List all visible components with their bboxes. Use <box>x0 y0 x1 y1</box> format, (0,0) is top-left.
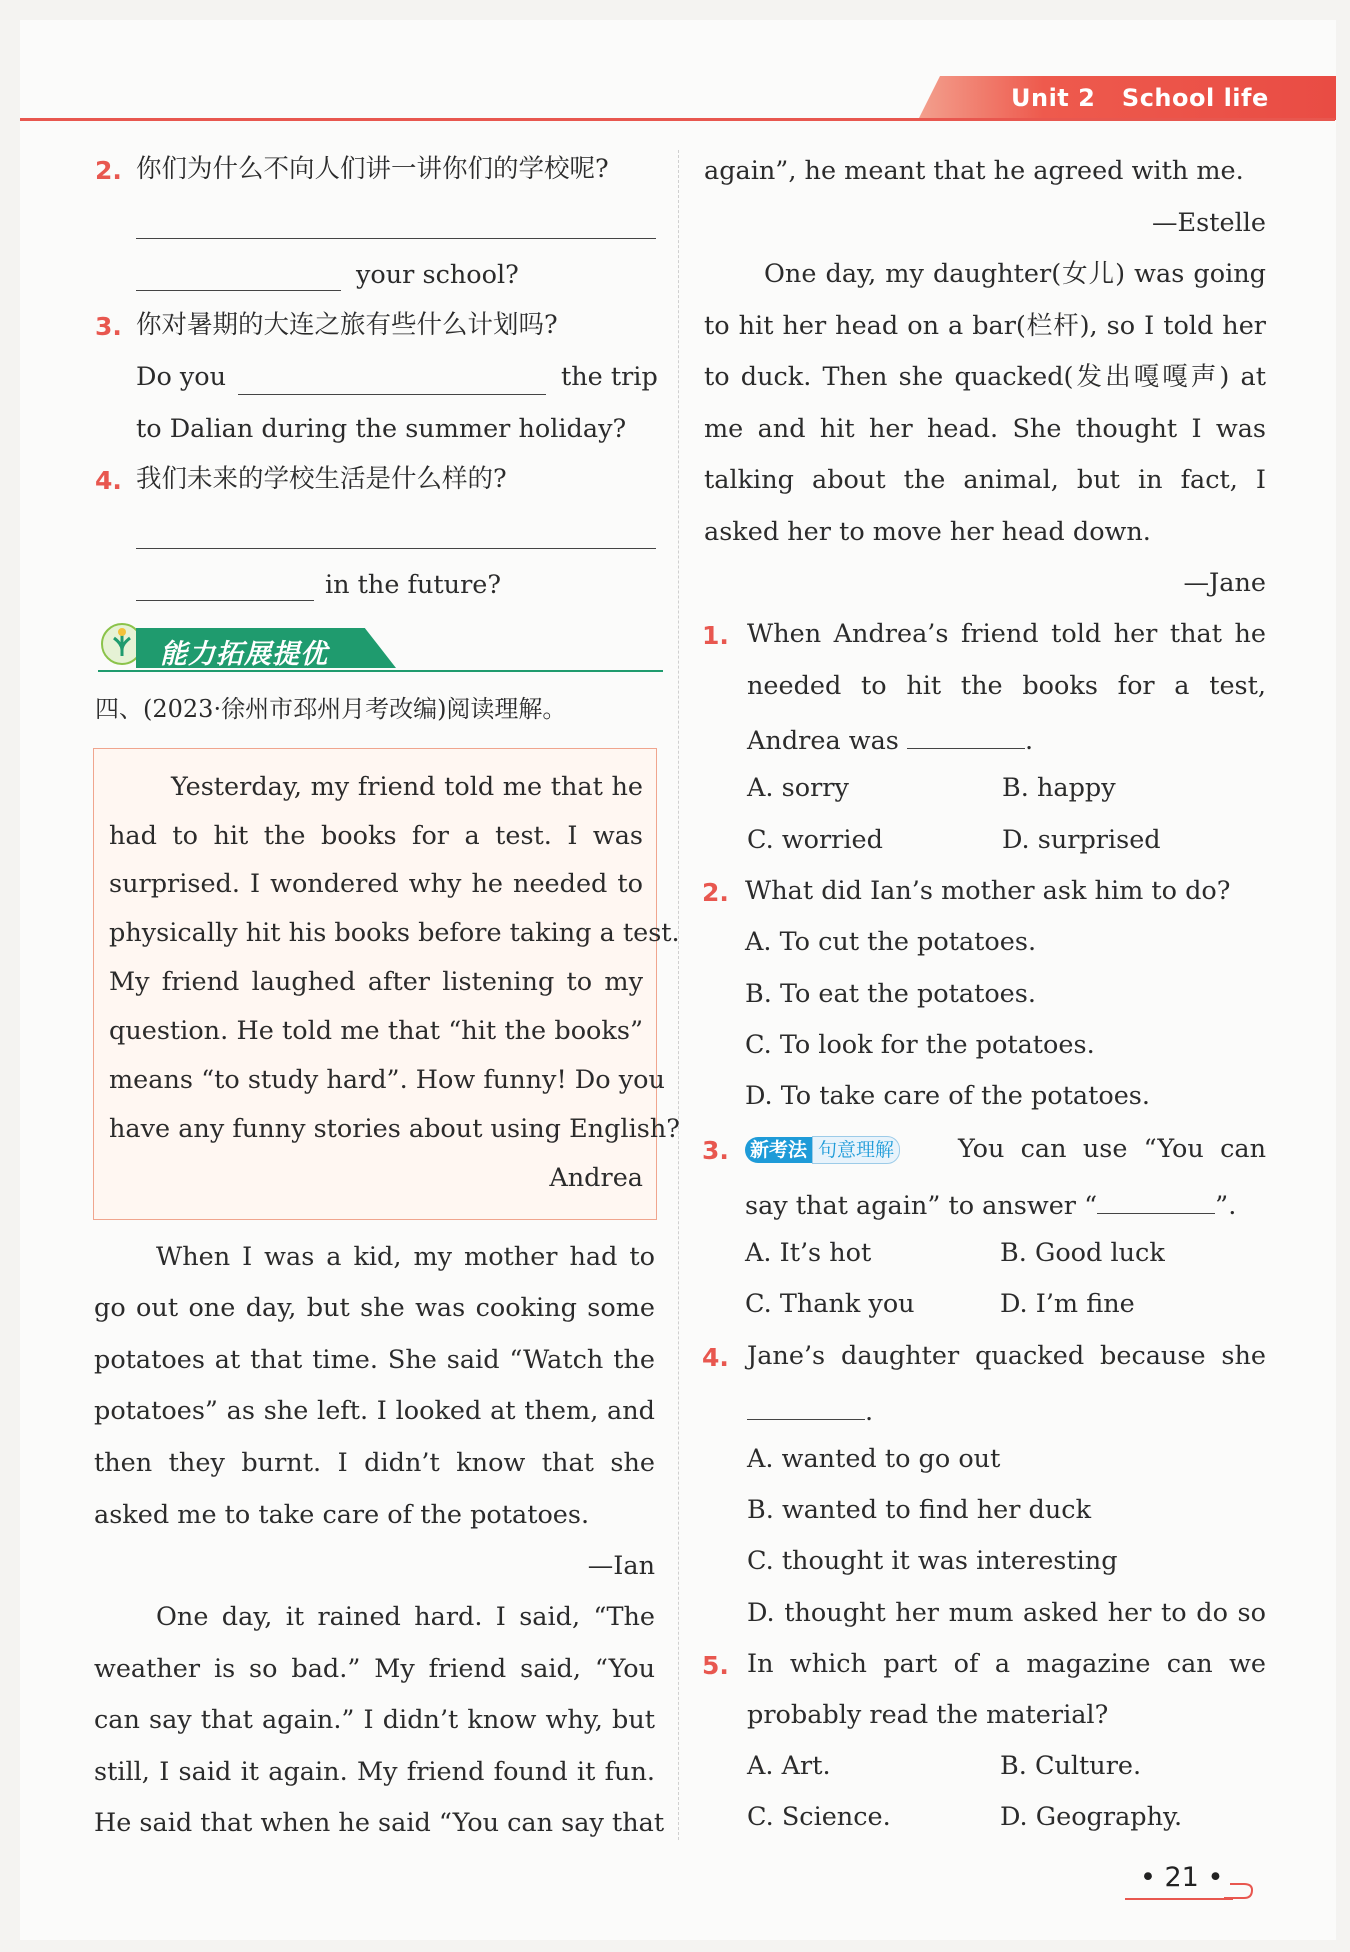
question-number: 2. <box>95 156 122 185</box>
question-stem: When Andrea’s friend told her that he <box>747 619 1266 649</box>
option-d[interactable]: D. thought her mum asked her to do so <box>747 1598 1266 1628</box>
passage-line: to hit her head on a bar(栏杆), so I told her <box>704 311 1266 341</box>
question-stem: . <box>747 1393 873 1427</box>
question-tail: in the future? <box>325 570 502 600</box>
passage-line: My friend laughed after listening to my <box>109 967 643 997</box>
answer-blank[interactable] <box>136 238 656 239</box>
passage-signature: —Jane <box>1183 568 1266 598</box>
passage-line: asked her to move her head down. <box>704 517 1151 547</box>
unit-title: School life <box>1121 84 1269 112</box>
question-text: the trip <box>561 362 658 392</box>
answer-blank[interactable] <box>136 548 656 549</box>
passage-line: have any funny stories about using English? <box>109 1114 680 1144</box>
passage-line: go out one day, but she was cooking some <box>94 1293 655 1323</box>
question-stem-text: Andrea was <box>747 726 899 756</box>
option-c[interactable]: C. thought it was interesting <box>747 1546 1118 1576</box>
passage-signature: Andrea <box>549 1163 643 1193</box>
question-stem: Jane’s daughter quacked because she <box>747 1341 1266 1371</box>
answer-blank[interactable] <box>1097 1187 1215 1214</box>
passage-line: had to hit the books for a test. I was <box>109 821 643 851</box>
passage-line: physically hit his books before taking a test. <box>109 918 680 948</box>
passage-line: me and hit her head. She thought I was <box>704 414 1266 444</box>
passage-line: talking about the animal, but in fact, I <box>704 465 1266 495</box>
option-d[interactable]: D. surprised <box>1002 825 1161 855</box>
question-stem <box>745 1187 1236 1221</box>
question-stem: In which part of a magazine can we <box>747 1649 1266 1679</box>
passage-line: asked me to take care of the potatoes. <box>94 1500 590 1530</box>
passage-signature: —Estelle <box>1152 208 1266 238</box>
new-exam-tag: 新考法 <box>745 1137 812 1163</box>
answer-blank[interactable] <box>136 600 314 601</box>
header-rule <box>20 118 1335 121</box>
passage-line: again”, he meant that he agreed with me. <box>704 156 1244 186</box>
option-a[interactable]: A. To cut the potatoes. <box>745 927 1037 957</box>
passage-line: potatoes at that time. She said “Watch the <box>94 1345 655 1375</box>
question-number: 3. <box>702 1136 729 1165</box>
option-a[interactable]: A. sorry <box>747 773 849 803</box>
answer-blank[interactable] <box>238 394 546 395</box>
option-a[interactable]: A. wanted to go out <box>747 1444 1001 1474</box>
option-b[interactable]: B. happy <box>1002 773 1116 803</box>
passage-line: surprised. I wondered why he needed to <box>109 869 643 899</box>
unit-label: Unit 2 <box>1011 84 1096 112</box>
option-d[interactable]: D. To take care of the potatoes. <box>745 1081 1150 1111</box>
section-banner <box>98 620 406 670</box>
question-stem: probably read the material? <box>747 1700 1109 1730</box>
answer-blank[interactable] <box>907 722 1025 749</box>
page-number: • 21 • <box>1140 1862 1224 1893</box>
passage-line: can say that again.” I didn’t know why, but <box>94 1705 655 1735</box>
question-text: to Dalian during the summer holiday? <box>136 414 627 444</box>
passage-signature: —Ian <box>587 1551 655 1581</box>
option-b[interactable]: B. wanted to find her duck <box>747 1495 1092 1525</box>
passage-line: to duck. Then she quacked(发出嘎嘎声) at <box>704 362 1266 392</box>
passage-line: One day, it rained hard. I said, “The <box>156 1602 655 1632</box>
question-prompt: 你对暑期的大连之旅有些什么计划吗? <box>136 310 558 340</box>
question-number: 2. <box>702 878 729 907</box>
banner-underline <box>98 670 663 672</box>
answer-blank[interactable] <box>747 1393 865 1420</box>
passage-line: question. He told me that “hit the books” <box>109 1016 643 1046</box>
question-number: 5. <box>702 1651 729 1680</box>
passage-line: still, I said it again. My friend found it fun. <box>94 1757 655 1787</box>
question-prompt: 你们为什么不向人们讲一讲你们的学校呢? <box>136 154 609 184</box>
option-d[interactable]: D. I’m fine <box>1000 1289 1135 1319</box>
passage-line: Yesterday, my friend told me that he <box>171 772 643 802</box>
passage-line: then they burnt. I didn’t know that she <box>94 1448 655 1478</box>
column-divider <box>678 150 679 1840</box>
sentence-meaning-tag: 句意理解 <box>812 1136 900 1164</box>
option-c[interactable]: C. Thank you <box>745 1289 915 1319</box>
question-stem-text: ”. <box>1215 1191 1237 1221</box>
section-title: 四、(2023·徐州市邳州月考改编)阅读理解。 <box>95 695 567 723</box>
option-c[interactable]: C. To look for the potatoes. <box>745 1030 1095 1060</box>
option-b[interactable]: B. Culture. <box>1000 1751 1142 1781</box>
option-b[interactable]: B. Good luck <box>1000 1238 1165 1268</box>
question-stem: Andrea was . <box>747 722 1033 756</box>
question-number: 4. <box>95 466 122 495</box>
question-stem <box>745 1134 900 1164</box>
option-c[interactable]: C. Science. <box>747 1802 891 1832</box>
page-arrow-icon <box>1222 1872 1256 1902</box>
unit-header <box>1011 84 1269 112</box>
question-stem: needed to hit the books for a test, <box>747 671 1266 701</box>
question-number: 1. <box>702 621 729 650</box>
passage-line: potatoes” as she left. I looked at them, and <box>94 1396 655 1426</box>
answer-blank[interactable] <box>136 290 341 291</box>
option-d[interactable]: D. Geography. <box>1000 1802 1183 1832</box>
question-number: 3. <box>95 312 122 341</box>
question-stem-text: say that again” to answer “ <box>745 1191 1098 1221</box>
passage-line: When I was a kid, my mother had to <box>156 1242 655 1272</box>
banner-title: 能力拓展提优 <box>160 639 328 670</box>
question-text: Do you <box>136 362 227 392</box>
question-stem: You can use “You can <box>958 1134 1266 1164</box>
question-stem: What did Ian’s mother ask him to do? <box>745 876 1231 906</box>
option-a[interactable]: A. Art. <box>747 1751 831 1781</box>
option-a[interactable]: A. It’s hot <box>745 1238 872 1268</box>
question-prompt: 我们未来的学校生活是什么样的? <box>136 464 507 494</box>
passage-line: means “to study hard”. How funny! Do you <box>109 1065 665 1095</box>
passage-line: weather is so bad.” My friend said, “You <box>94 1654 655 1684</box>
passage-line: He said that when he said “You can say that <box>94 1808 665 1838</box>
question-number: 4. <box>702 1343 729 1372</box>
option-b[interactable]: B. To eat the potatoes. <box>745 979 1036 1009</box>
option-c[interactable]: C. worried <box>747 825 883 855</box>
question-tail: your school? <box>356 260 519 290</box>
passage-line: One day, my daughter(女儿) was going <box>764 259 1266 289</box>
page-number-underline <box>1125 1898 1233 1900</box>
